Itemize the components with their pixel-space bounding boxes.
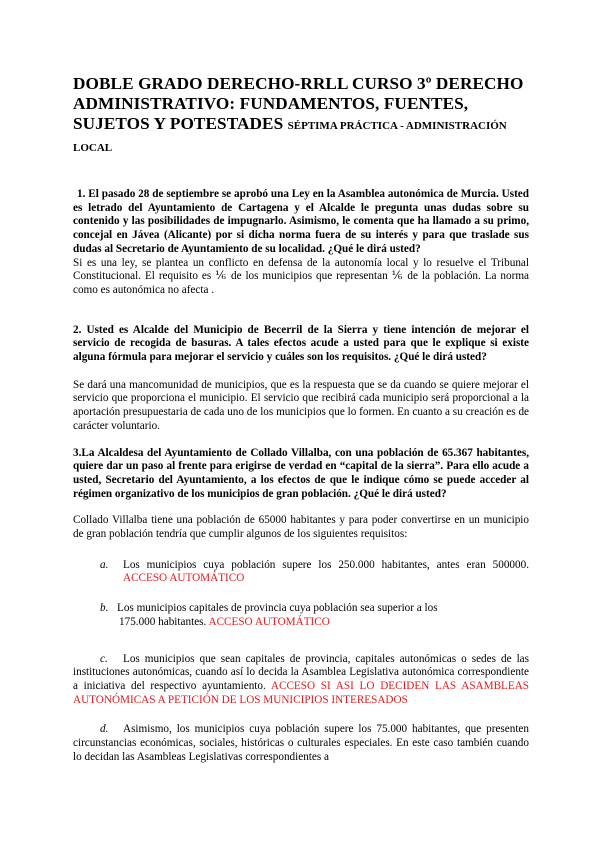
list-marker: b. xyxy=(100,602,109,615)
document-page xyxy=(73,74,529,765)
document-title xyxy=(73,74,529,158)
question-2: 2. Usted es Alcalde del Municipio de Becerril de la Sierra y tiene intención de mejorar el servicio de recogida de basuras. A tales efectos acude a usted para que le explique si existe alguna fórmula para mejorar el servicio y cuáles son los requisitos. ¿Qué le dirá usted? xyxy=(73,323,529,364)
list-marker: d. xyxy=(100,723,109,736)
list-item-d xyxy=(73,723,529,764)
list-item-b xyxy=(73,602,529,629)
title-main: DOBLE GRADO DERECHO-RRLL CURSO 3º DERECHO ADMINISTRATIVO: FUNDAMENTOS, FUENTES, SUJETOS Y POTESTADES xyxy=(73,74,524,133)
answer-1: Si es una ley, se plantea un conflicto en defensa de la autonomía local y lo resuelve el Tribunal Constitucional. El requisito es ⅙ de los municipios que representan ⅙ de la población. La norma como es autonómica no afecta . xyxy=(73,256,529,296)
list-item-continuation xyxy=(117,616,529,630)
highlight-text: ACCESO SI ASI LO DECIDEN LAS ASAMBLEAS AUTONÓMICAS A PETICIÓN DE LOS MUNICIPIOS INTERESADOS xyxy=(73,679,529,706)
list-item-text: Los municipios capitales de provincia cuya población sea superior a los xyxy=(117,602,438,615)
title-subtitle: SÉPTIMA PRÁCTICA - ADMINISTRACIÓN LOCAL xyxy=(73,120,507,154)
question-3: 3.La Alcaldesa del Ayuntamiento de Collado Villalba, con una población de 65.367 habitantes, quiere dar un paso al frente para erigirse de verdad en “capital de la sierra”. Para ello acude a usted, Secretario del Ayuntamiento, a los efectos de que le indique cómo se puede acceder al régimen organizativo de los municipios de gran población. ¿Qué le dirá usted? xyxy=(73,446,529,500)
list-item-text-2: 175.000 habitantes. xyxy=(119,615,207,628)
list-marker: a. xyxy=(100,558,109,571)
list-item-text: Los municipios cuya población supere los 250.000 habitantes, antes eran 500000. xyxy=(123,558,529,571)
answer-3: Collado Villalba tiene una población de 65000 habitantes y para poder convertirse en un municipio de gran población tendría que cumplir algunos de los siguientes requisitos: xyxy=(73,514,529,541)
list-item-text: Los municipios que sean capitales de provincia, capitales autonómicas o sedes de las instituciones autonómicas, cuando así lo decida la Asamblea Legislativa autonómica correspondiente a iniciativa del respectivo ayuntamiento. xyxy=(73,652,529,692)
list-item-text: Asimismo, los municipios cuya población supere los 75.000 habitantes, que presenten circunstancias económicas, sociales, históricas o culturales especiales. En este caso también cuando lo decidan las Asambleas Legislativas correspondientes a xyxy=(73,723,529,763)
highlight-text: ACCESO AUTOMÁTICO xyxy=(123,572,245,585)
answer-2: Se dará una mancomunidad de municipios, que es la respuesta que se da cuando se quiere mejorar el servicio que proporciona el municipio. El servicio que recibirá cada municipio será proporcional a la aportación presupuestaria de cada uno de los municipios que lo formen. En cuanto a su creación es de carácter voluntario. xyxy=(73,378,529,432)
highlight-text: ACCESO AUTOMÁTICO xyxy=(208,615,330,628)
list-item-c xyxy=(73,653,529,708)
list-marker: c. xyxy=(100,652,108,665)
list-item-a xyxy=(73,559,529,586)
question-1: 1. El pasado 28 de septiembre se aprobó una Ley en la Asamblea autonómica de Murcia. Usted es letrado del Ayuntamiento de Cartagena y el Alcalde le pregunta unas dudas sobre su contenido y las posibilidades de impugnarlo. Asimismo, le comenta que ha llamado a su primo, concejal en Jávea (Alicante) por si dicha norma fuera de su interés y para que traslade sus dudas al Secretario de Ayuntamiento de su localidad. ¿Qué le dirá usted? xyxy=(73,188,529,255)
